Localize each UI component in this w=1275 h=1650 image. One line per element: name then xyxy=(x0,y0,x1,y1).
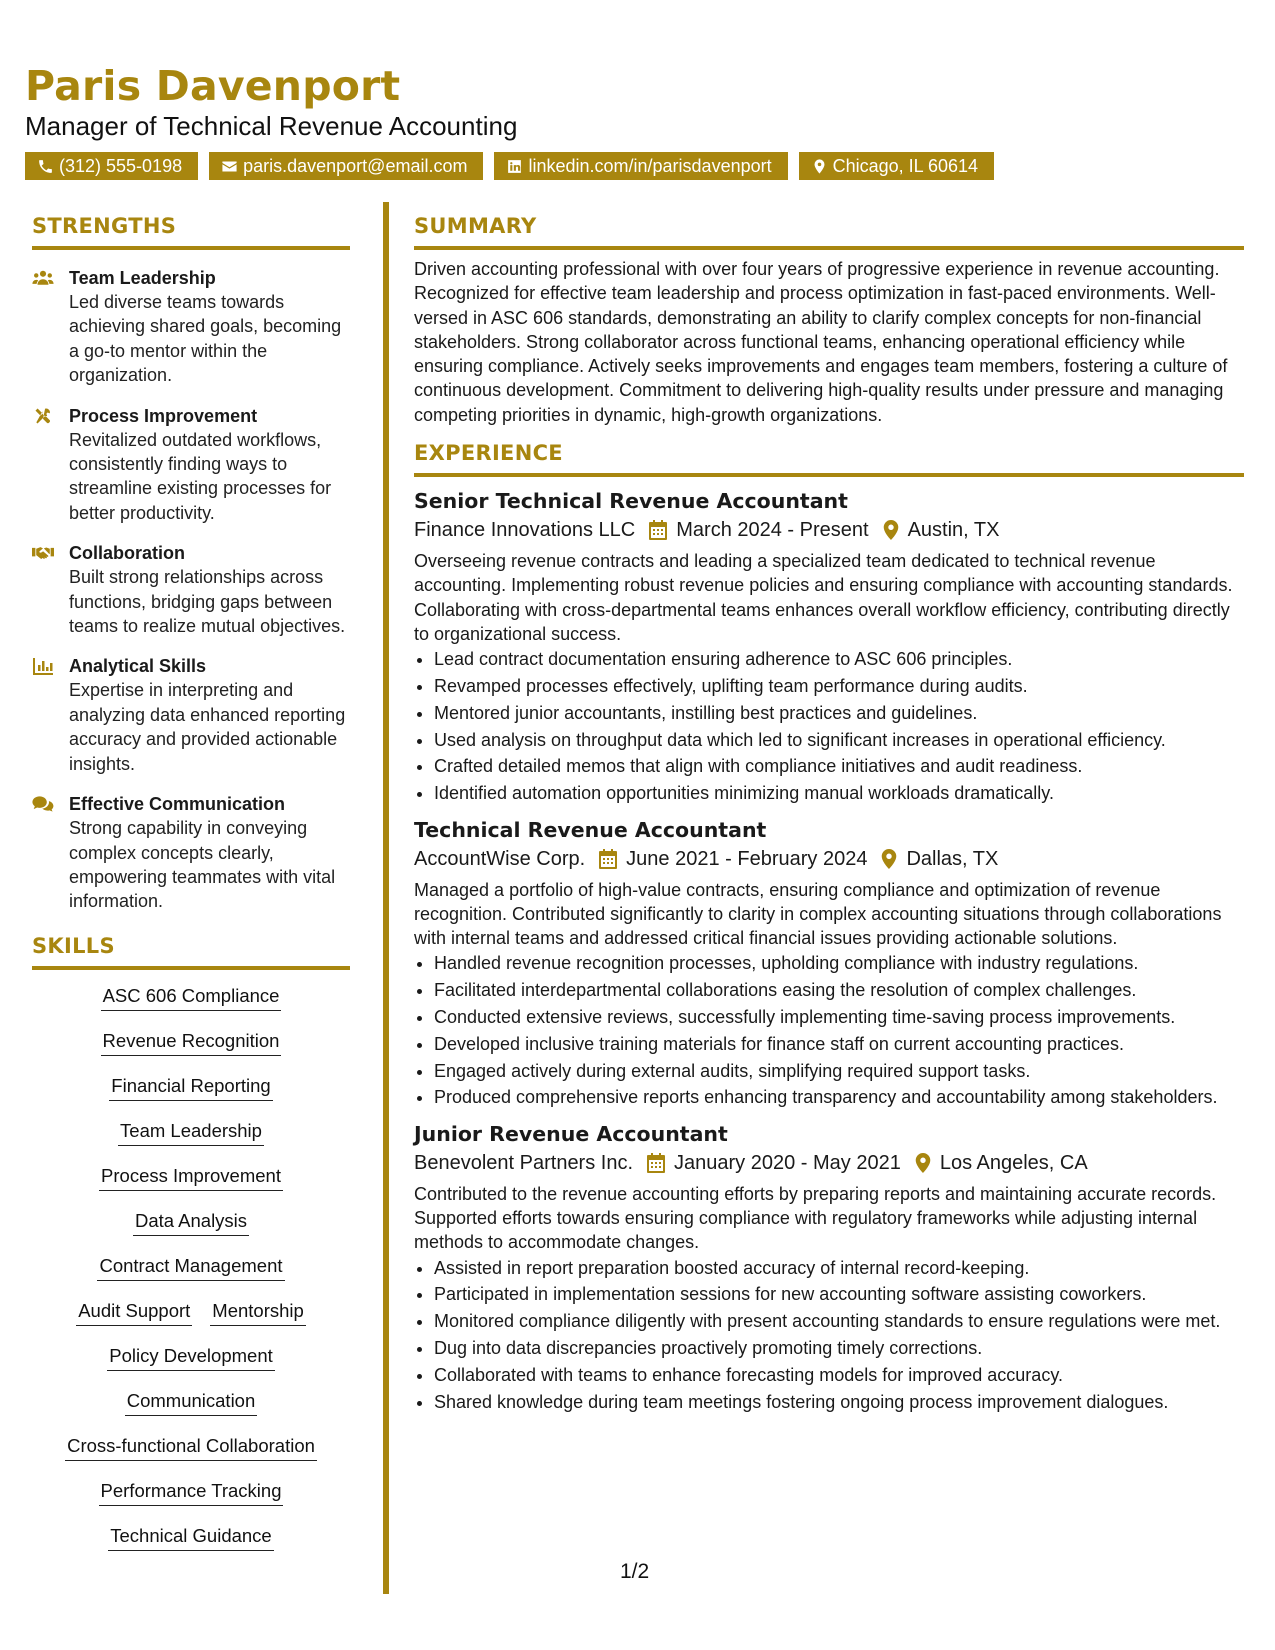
bullet-item: • Developed inclusive training materials for finance staff on current accounting practices. xyxy=(434,1032,1244,1056)
experience-heading: EXPERIENCE xyxy=(414,441,563,466)
candidate-name: Paris Davenport xyxy=(25,62,401,110)
skills-rule xyxy=(32,966,350,970)
summary-text: Driven accounting professional with over four years of progressive experience in revenue accounting. Recognized for effective team leadership and process optimization in fast-paced environments. Well-versed in ASC 606 standards, demonstrating an ability to clarify complex concepts for non-financial stakeholders. Strong collaborator across functional teams, enhancing operational efficiency while ensuring compliance. Actively seeks improvements and engages team members, fostering a culture of continuous development. Commitment to delivering high-quality results under pressure and managing competing priorities in dynamic, high-growth organizations. xyxy=(414,259,1228,425)
job-location: Austin, TX xyxy=(907,519,1000,542)
calendar-icon xyxy=(649,520,667,540)
job-meta xyxy=(414,1149,1244,1177)
skill-tag: ASC 606 Compliance xyxy=(101,984,282,1011)
location-pin-icon xyxy=(915,1153,931,1173)
calendar-icon xyxy=(647,1153,665,1173)
job-company: AccountWise Corp. xyxy=(414,847,586,870)
job-location: Los Angeles, CA xyxy=(939,1151,1088,1174)
bullet-item: • Produced comprehensive reports enhancing transparency and accountability among stakeholders. xyxy=(434,1085,1244,1109)
strengths-rule xyxy=(32,246,350,250)
job-title: Technical Revenue Accountant xyxy=(414,817,767,842)
contact-location xyxy=(799,152,994,180)
job-entry xyxy=(414,487,1244,805)
job-entry xyxy=(414,816,1244,1110)
candidate-title: Manager of Technical Revenue Accounting xyxy=(25,111,518,141)
strengths-heading: STRENGTHS xyxy=(32,214,177,238)
bullet-item: • Dug into data discrepancies proactively promoting timely corrections. xyxy=(434,1336,1244,1360)
phone-icon xyxy=(37,158,54,175)
location-pin-icon xyxy=(883,520,899,540)
bullet-item: • Revamped processes effectively, uplifting team performance during audits. xyxy=(434,674,1244,698)
contact-linkedin-text: linkedin.com/in/parisdavenport xyxy=(528,155,772,176)
linkedin-icon xyxy=(506,158,523,175)
job-title: Junior Revenue Accountant xyxy=(414,1121,728,1146)
envelope-icon xyxy=(221,158,238,175)
bullet-item: • Monitored compliance diligently with present accounting standards to ensure regulations were met. xyxy=(434,1309,1244,1333)
bullet-item: • Conducted extensive reviews, successfully implementing time-saving process improvements. xyxy=(434,1005,1244,1029)
contact-location-text: Chicago, IL 60614 xyxy=(832,155,979,176)
strength-desc: Led diverse teams towards achieving shared goals, becoming a go-to mentor within the organization. xyxy=(69,292,342,386)
summary-rule xyxy=(414,246,1244,250)
job-dates: January 2020 - May 2021 xyxy=(674,1151,901,1174)
experience-rule xyxy=(414,473,1244,477)
handshake-icon xyxy=(32,543,54,563)
job-meta xyxy=(414,516,1244,544)
job-company: Finance Innovations LLC xyxy=(414,519,636,542)
bullet-item: • Shared knowledge during team meetings fostering ongoing process improvement dialogues. xyxy=(434,1390,1244,1414)
skill-tag: Mentorship xyxy=(210,1299,306,1326)
strength-desc: Built strong relationships across functions, bridging gaps between teams to realize mutual objectives. xyxy=(69,567,346,637)
skill-tag: Data Analysis xyxy=(133,1209,249,1236)
skill-tag: Audit Support xyxy=(76,1299,192,1326)
page-number: 1/2 xyxy=(620,1560,650,1583)
strength-title: Team Leadership xyxy=(69,268,216,288)
skill-tag: Process Improvement xyxy=(99,1164,283,1191)
bullet-item: • Assisted in report preparation boosted accuracy of internal record-keeping. xyxy=(434,1256,1244,1280)
contact-email[interactable] xyxy=(209,152,483,180)
strength-title: Effective Communication xyxy=(69,794,286,815)
strength-desc: Strong capability in conveying complex concepts clearly, empowering teammates with vital information. xyxy=(69,818,336,912)
location-pin-icon xyxy=(881,849,897,869)
bullet-item: • Used analysis on throughput data which led to significant increases in operational efficiency. xyxy=(434,728,1244,752)
skill-tag: Communication xyxy=(125,1389,258,1416)
bullet-item: • Engaged actively during external audits, simplifying required support tasks. xyxy=(434,1059,1244,1083)
contact-bar xyxy=(25,152,994,180)
chat-icon xyxy=(32,794,54,814)
strength-item xyxy=(32,541,350,638)
strength-desc: Expertise in interpreting and analyzing data enhanced reporting accuracy and provided actionable insights. xyxy=(69,680,346,774)
bar-chart-icon xyxy=(32,656,54,676)
skill-tag: Technical Guidance xyxy=(108,1524,273,1551)
job-dates: March 2024 - Present xyxy=(676,519,869,542)
strength-title: Collaboration xyxy=(69,543,185,564)
skills-heading: SKILLS xyxy=(32,933,115,958)
skill-tag: Policy Development xyxy=(107,1344,275,1371)
job-meta xyxy=(414,845,1244,873)
skill-tag: Contract Management xyxy=(97,1254,284,1281)
job-bullets xyxy=(414,1256,1244,1414)
job-title: Senior Technical Revenue Accountant xyxy=(414,489,848,514)
job-bullets xyxy=(414,951,1244,1109)
job-bullets xyxy=(414,647,1244,805)
skill-tag: Performance Tracking xyxy=(99,1479,284,1506)
strength-item xyxy=(32,792,350,914)
calendar-icon xyxy=(599,849,617,869)
strength-item xyxy=(32,654,350,776)
job-location: Dallas, TX xyxy=(906,847,999,870)
strength-item xyxy=(32,266,350,388)
bullet-item: • Mentored junior accountants, instilling best practices and guidelines. xyxy=(434,701,1244,725)
bullet-item: • Collaborated with teams to enhance forecasting models for improved accuracy. xyxy=(434,1363,1244,1387)
location-pin-icon xyxy=(811,158,828,175)
job-company: Benevolent Partners Inc. xyxy=(414,1151,634,1174)
strength-title: Process Improvement xyxy=(69,405,258,426)
job-description: Managed a portfolio of high-value contracts, ensuring compliance and optimization of revenue recognition. Contributed significantly to clarity in complex accounting situations through collaborations with internal teams and addressed critical financial issues providing actionable solutions. xyxy=(414,879,1222,949)
bullet-item: • Participated in implementation sessions for new accounting software assisting coworkers. xyxy=(434,1282,1244,1306)
skill-tag: Financial Reporting xyxy=(109,1074,272,1101)
job-description: Overseeing revenue contracts and leading a specialized team dedicated to technical revenue accounting. Implementing robust revenue policies and ensuring compliance with accounting standards. Collaborating with cross-departmental teams enhances overall workflow efficiency, contributing directly to organizational success. xyxy=(414,551,1233,644)
bullet-item: • Crafted detailed memos that align with compliance initiatives and audit readiness. xyxy=(434,754,1244,778)
users-icon xyxy=(32,268,54,288)
column-divider xyxy=(383,202,389,1594)
left-column xyxy=(32,214,350,1569)
contact-phone[interactable] xyxy=(25,152,198,180)
contact-linkedin[interactable] xyxy=(494,152,787,180)
bullet-item: • Identified automation opportunities minimizing manual workloads dramatically. xyxy=(434,781,1244,805)
strength-desc: Revitalized outdated workflows, consistently finding ways to streamline existing processes for better productivity. xyxy=(69,429,332,523)
strength-title: Analytical Skills xyxy=(69,656,207,677)
right-column xyxy=(414,214,1244,1416)
strength-item xyxy=(32,404,350,526)
skill-tag: Cross-functional Collaboration xyxy=(65,1434,317,1461)
job-entry xyxy=(414,1120,1244,1414)
job-dates: June 2021 - February 2024 xyxy=(626,847,868,870)
bullet-item: • Facilitated interdepartmental collaborations easing the resolution of complex challenges. xyxy=(434,978,1244,1002)
summary-heading: SUMMARY xyxy=(414,214,537,238)
tools-icon xyxy=(32,406,54,426)
job-description: Contributed to the revenue accounting efforts by preparing reports and maintaining accurate records. Supported efforts towards ensuring compliance with regulatory frameworks while adjusting internal methods to accommodate changes. xyxy=(414,1183,1217,1253)
contact-email-text: paris.davenport@email.com xyxy=(243,155,468,176)
contact-phone-text: (312) 555-0198 xyxy=(59,155,183,176)
bullet-item: • Handled revenue recognition processes, upholding compliance with industry regulations. xyxy=(434,951,1244,975)
skills-list xyxy=(32,984,350,1569)
bullet-item: • Lead contract documentation ensuring adherence to ASC 606 principles. xyxy=(434,647,1244,671)
skill-tag: Team Leadership xyxy=(118,1119,264,1146)
skill-tag: Revenue Recognition xyxy=(101,1029,282,1056)
